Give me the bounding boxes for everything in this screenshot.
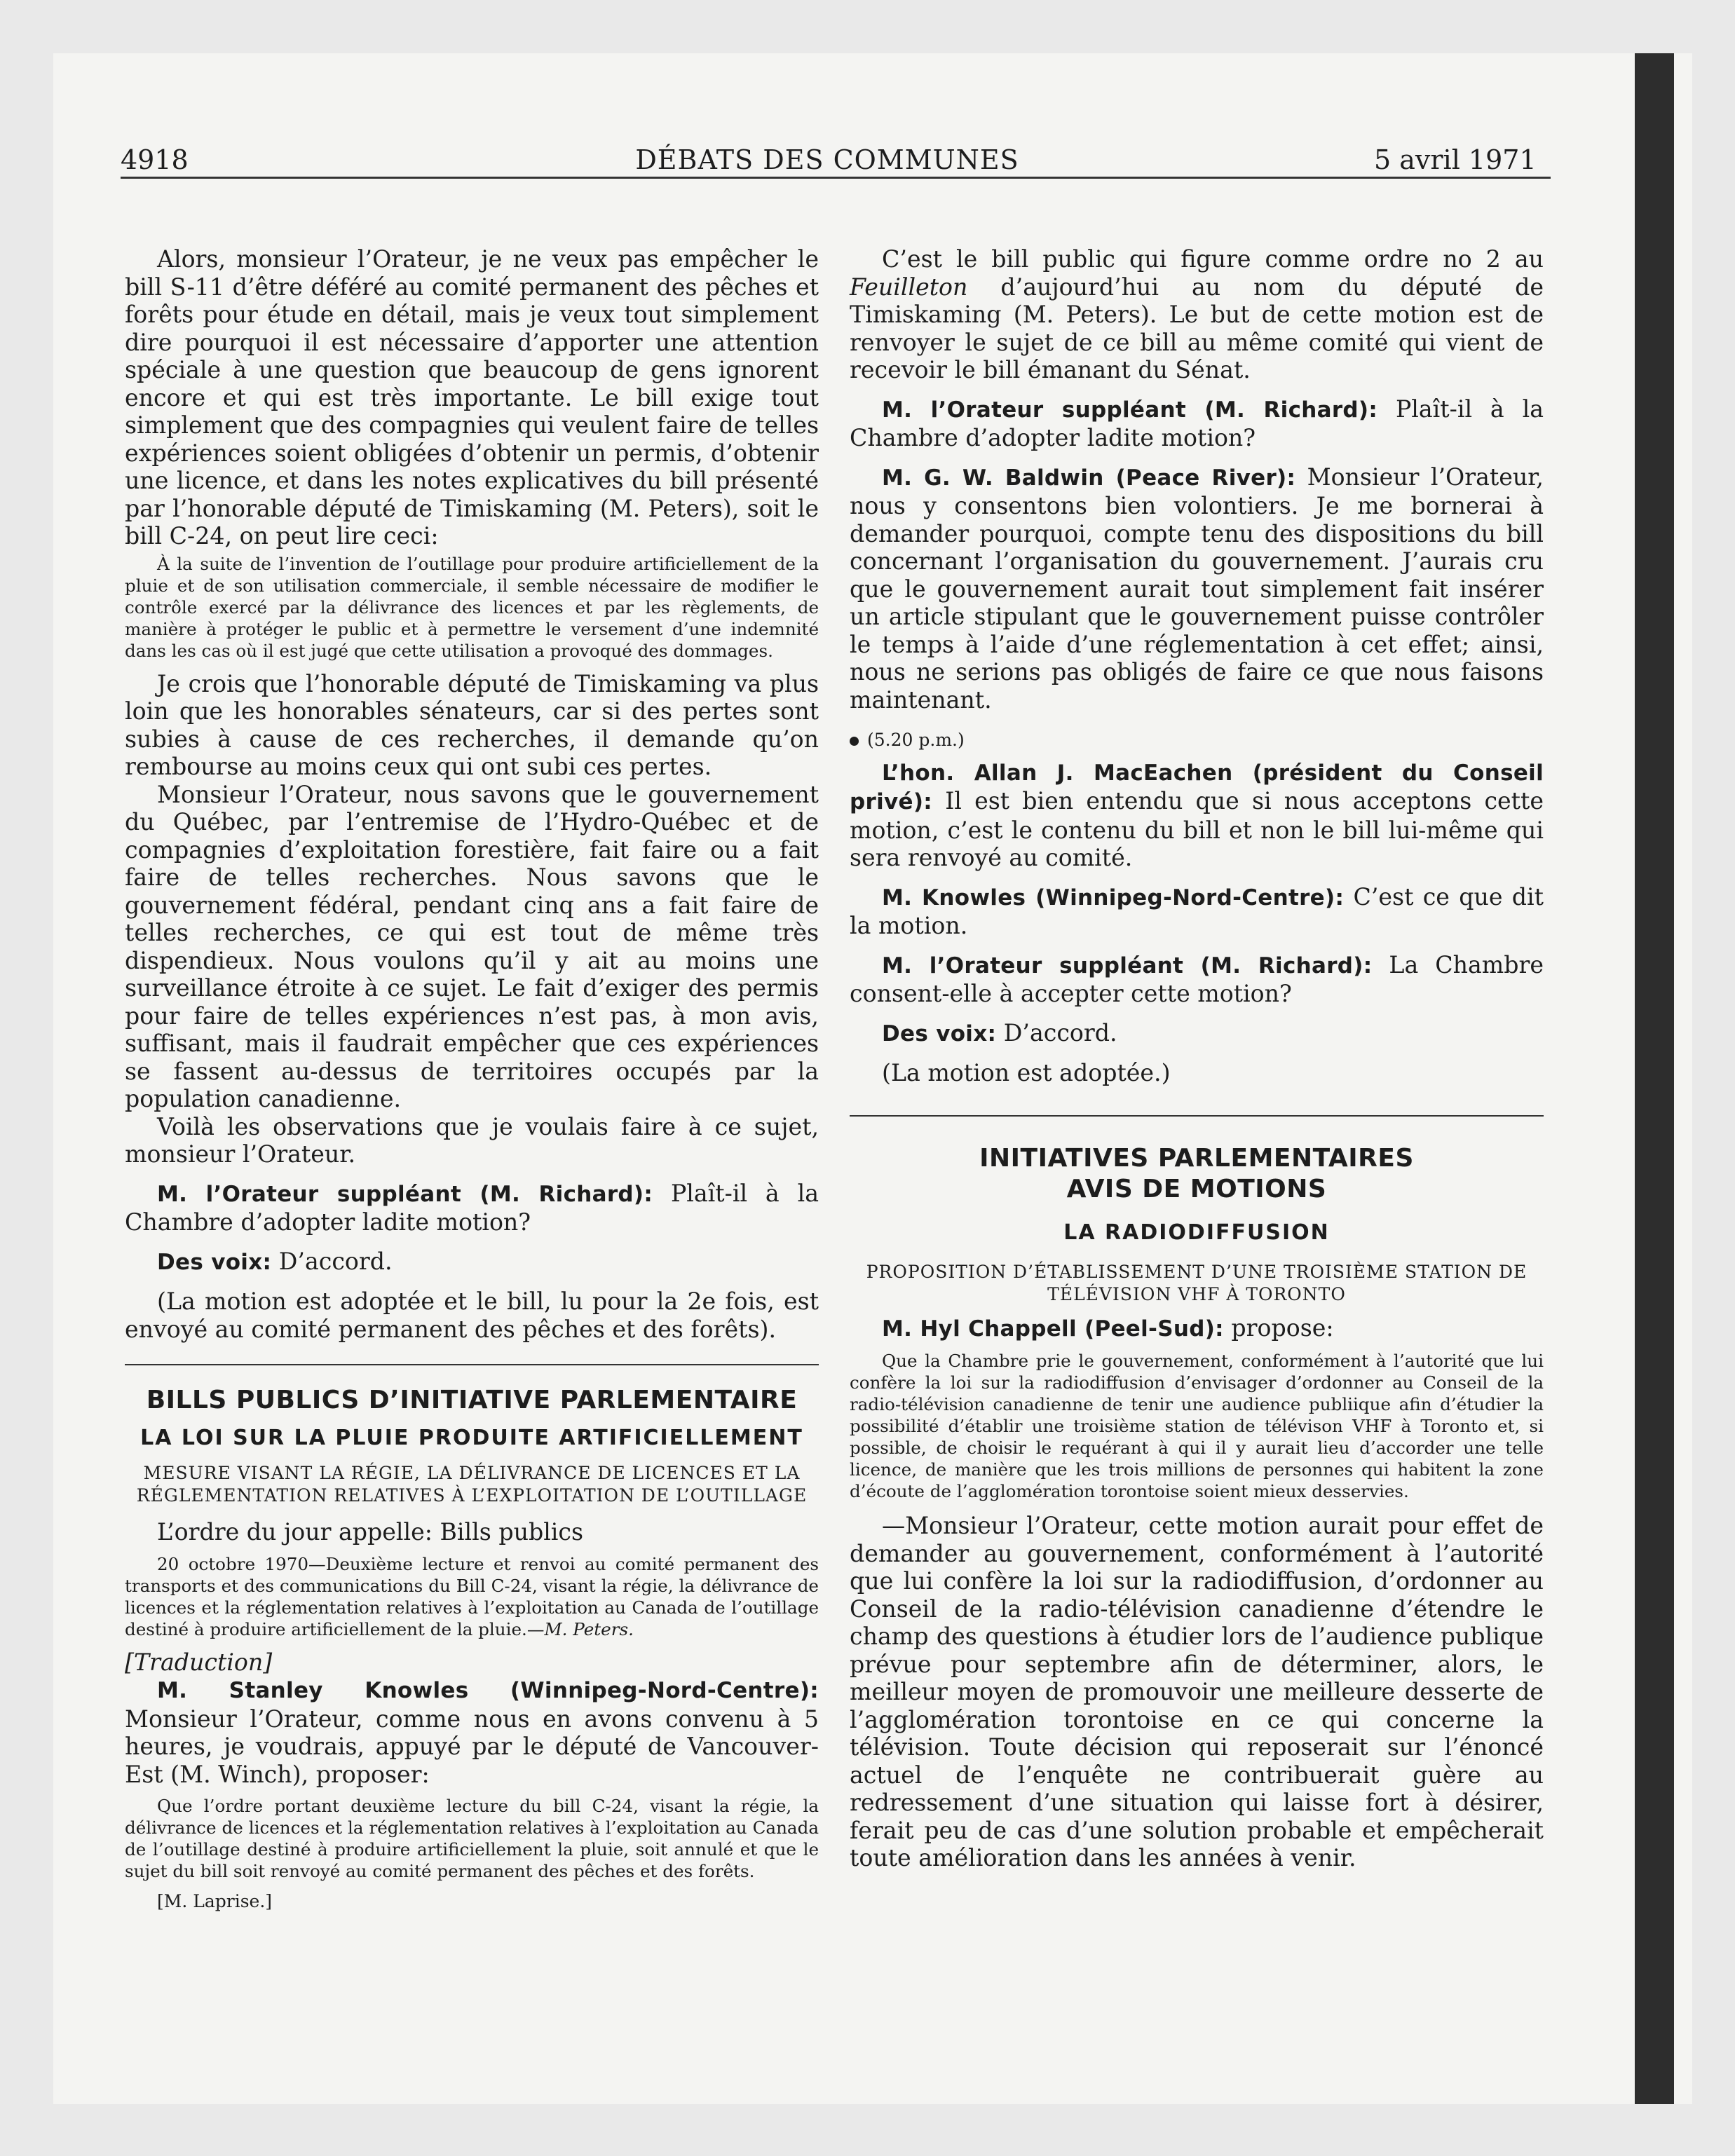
- section-heading: INITIATIVES PARLEMENTAIRES: [979, 1143, 1414, 1173]
- speaker-name: M. Knowles (Winnipeg-Nord-Centre):: [882, 885, 1345, 910]
- speaker-entry: [850, 758, 1544, 872]
- speaker-entry: [125, 1676, 819, 1788]
- section-heading: BILLS PUBLICS D’INITIATIVE PARLEMENTAIRE: [146, 1386, 798, 1414]
- speech-text: Monsieur l’Orateur, nous y consentons bien volontiers. Je me bornerai à demander pourquoi, compte tenu des dispositions du bill concernant l’organisation du gouvernement. J’aurais cru que le gouvernement aurait tout simplement fait insérer un article stipulant que le gouvernement puisse contrôler le temps à l’aide d’une réglementation à cet effet; ainsi, nous ne serions pas obligés de faire ce que nous faisons maintenant.: [850, 463, 1544, 714]
- speech-text: C’est ce que dit la motion.: [850, 882, 1544, 939]
- paragraph: [850, 245, 1544, 384]
- paragraph: —Monsieur l’Orateur, cette motion aurait pour effet de demander au gouvernement, conformément à l’autorité que lui confère la loi sur la radiodiffusion, d’ordonner au Conseil de la radio-télévision canadienne d’étendre le champ des questions à étudier lors de l’audience publique prévue pour septembre afin de déterminer, alors, le meilleur moyen de promouvoir une meilleure desserte de l’agglomération torontoise en ce qui concerne la télévision. Toute décision qui reposerait sur l’énoncé actuel de l’enquête ne contribuerait guère au redressement d’une situation qui laisse fort à désirer, ferait peu de cas d’une solution probable et empêcherait toute amélioration dans les années à venir.: [850, 1512, 1544, 1871]
- section-rule: [125, 1364, 819, 1365]
- order-notice: [125, 1553, 819, 1640]
- scan-edge: [1635, 53, 1674, 2104]
- speaker-entry: [850, 395, 1544, 452]
- procedural-note: (La motion est adoptée.): [882, 1059, 1171, 1086]
- header-rule: [121, 177, 1551, 179]
- subsection-heading: LA RADIODIFFUSION: [1063, 1220, 1330, 1245]
- timestamp: [850, 726, 1544, 754]
- right-column: [850, 245, 1544, 1872]
- paragraph-text: d’aujourd’hui au nom du député de Timiskaming (M. Peters). Le but de cette motion est de renvoyer le sujet de ce bill au même comité qui vient de recevoir le bill émanant du Sénat.: [850, 273, 1544, 383]
- left-column: [125, 245, 819, 1913]
- timestamp-text: (5.20 p.m.): [867, 730, 965, 750]
- speech-text: Plaît-il à la Chambre d’adopter ladite motion?: [125, 1179, 819, 1236]
- speaker-name: M. G. W. Baldwin (Peace River):: [882, 465, 1296, 491]
- speaker-entry: [850, 1019, 1544, 1049]
- speech-text: Il est bien entendu que si nous acceptons cette motion, c’est le contenu du bill et non le bill lui-même qui sera renvoyé au comité.: [850, 787, 1544, 871]
- page-header-title: DÉBATS DES COMMUNES: [635, 144, 1019, 175]
- order-text: 20 octobre 1970—Deuxième lecture et renvoi au comité permanent des transports et des communications du Bill C-24, visant la régie, la délivrance de licences et la réglementation relatives à l’exploitation au Canada de l’outillage destiné à produire artificiellement de la pluie.—: [125, 1553, 819, 1639]
- order-author: M. Peters.: [544, 1618, 634, 1639]
- section-heading: AVIS DE MOTIONS: [1066, 1174, 1327, 1203]
- speech-text: Monsieur l’Orateur, comme nous en avons convenu à 5 heures, je voudrais, appuyé par le député de Vancouver-Est (M. Winch), proposer:: [125, 1705, 819, 1788]
- subject-heading: PROPOSITION D’ÉTABLISSEMENT D’UNE TROISIÈME STATION DE TÉLÉVISION VHF À TORONTO: [866, 1261, 1528, 1304]
- translation-marker: [Traduction]: [125, 1648, 273, 1676]
- paragraph: L’ordre du jour appelle: Bills publics: [157, 1518, 584, 1546]
- speaker-name: M. Hyl Chappell (Peel-Sud):: [882, 1316, 1224, 1342]
- speaker-name: L’hon. Allan J. MacEachen (président du Conseil privé):: [850, 760, 1544, 814]
- quotation: À la suite de l’invention de l’outillage pour produire artificiellement de la pluie et de son utilisation commerciale, il semble nécessaire de modifier le contrôle exercé par la délivrance des licences et par les règlements, de manière à protéger le public et à permettre le versement d’une indemnité dans les cas où il est jugé que cette utilisation a provoqué des dommages.: [125, 553, 819, 661]
- motion-text: Que l’ordre portant deuxième lecture du bill C-24, visant la régie, la délivrance de licences et la réglementation relatives à l’exploitation au Canada de l’outillage destiné à produire artificiellement la pluie, soit annulé et que le sujet du bill soit renvoyé au comité permanent des pêches et des forêts.: [125, 1796, 819, 1881]
- bullet-icon: [850, 737, 859, 746]
- speaker-name: M. l’Orateur suppléant (M. Richard):: [882, 397, 1378, 423]
- speaker-name: Des voix:: [157, 1249, 272, 1275]
- paragraph: Alors, monsieur l’Orateur, je ne veux pas empêcher le bill S-11 d’être déféré au comité permanent des pêches et forêts pour étude en détail, mais je veux tout simplement dire pourquoi il est nécessaire d’apporter une attention spéciale à une question que beaucoup de gens ignorent encore et qui est très importante. Le bill exige tout simplement que des compagnies qui veulent faire de telles expériences soient obligées d’obtenir un permis, d’obtenir une licence, et dans les notes explicatives du bill présenté par l’honorable député de Timiskaming (M. Peters), soit le bill C-24, on peut lire ceci:: [125, 245, 819, 550]
- paragraph-text: C’est le bill public qui figure comme ordre no 2 au: [882, 245, 1544, 273]
- procedural-note: (La motion est adoptée et le bill, lu pour la 2e fois, est envoyé au comité permanent des pêches et des forêts).: [125, 1288, 819, 1343]
- speaker-entry: [850, 463, 1544, 714]
- paragraph: Monsieur l’Orateur, nous savons que le gouvernement du Québec, par l’entremise de l’Hydro-Québec et de compagnies d’exploitation forestière, fait faire ou a fait faire de telles recherches. Nous savons que le gouvernement fédéral, pendant cinq ans a fait faire de telles recherches, ce qui est tout de même très dispendieux. Nous voulons qu’il y ait au moins une surveillance étroite à ce sujet. Le fait d’exiger des permis pour faire de telles expériences n’est pas, à mon avis, suffisant, mais il faudrait empêcher que ces expériences se fassent au-dessus de territoires occupés par la population canadienne.: [125, 780, 819, 1112]
- subject-heading: MESURE VISANT LA RÉGIE, LA DÉLIVRANCE DE LICENCES ET LA RÉGLEMENTATION RELATIVES À L’EXPLOITATION DE L’OUTILLAGE: [136, 1463, 808, 1506]
- speech-text: La Chambre consent-elle à accepter cette motion?: [850, 950, 1544, 1007]
- page-header-date: 5 avril 1971: [1374, 144, 1537, 175]
- page-number: 4918: [121, 144, 189, 175]
- motion-text: Que la Chambre prie le gouvernement, conformément à l’autorité que lui confère la loi sur la radiodiffusion d’envisager d’ordonner au Conseil de la radio-télévision canadienne de tenir une audience publiique afin d’étudier la possibilité d’établir une troisième station de télévison VHF à Toronto et, si possible, de choisir le requérant à qui il y aurait lieu d’accorder une telle licence, de manière que les trois millions de personnes qui habitent la zone d’écoute de l’agglomération torontoise soient mieux desservies.: [850, 1351, 1544, 1501]
- speaker-name: M. l’Orateur suppléant (M. Richard):: [882, 953, 1373, 978]
- speaker-signature: [M. Laprise.]: [157, 1891, 273, 1911]
- subsection-heading: LA LOI SUR LA PLUIE PRODUITE ARTIFICIELLEMENT: [140, 1426, 803, 1450]
- speaker-entry: [125, 1180, 819, 1236]
- paragraph: Voilà les observations que je voulais faire à ce sujet, monsieur l’Orateur.: [125, 1112, 819, 1168]
- feuilleton-title: Feuilleton: [850, 273, 968, 301]
- speech-text: propose:: [1223, 1314, 1334, 1342]
- speaker-entry: [850, 951, 1544, 1008]
- speech-text: D’accord.: [271, 1247, 393, 1275]
- speaker-entry: [850, 1314, 1544, 1344]
- paragraph: Je crois que l’honorable député de Timiskaming va plus loin que les honorables sénateurs, car si des pertes sont subies à cause de ces recherches, il demande qu’on rembourse au moins ceux qui ont subi ces pertes.: [125, 669, 819, 780]
- speaker-entry: [850, 883, 1544, 940]
- speech-text: Plaît-il à la Chambre d’adopter ladite motion?: [850, 395, 1544, 451]
- speaker-name: M. l’Orateur suppléant (M. Richard):: [157, 1181, 653, 1207]
- speaker-entry: [125, 1248, 819, 1277]
- speaker-name: Des voix:: [882, 1021, 997, 1046]
- speech-text: D’accord.: [996, 1018, 1117, 1046]
- speaker-name: M. Stanley Knowles (Winnipeg-Nord-Centre):: [157, 1678, 819, 1703]
- section-rule: [850, 1115, 1544, 1117]
